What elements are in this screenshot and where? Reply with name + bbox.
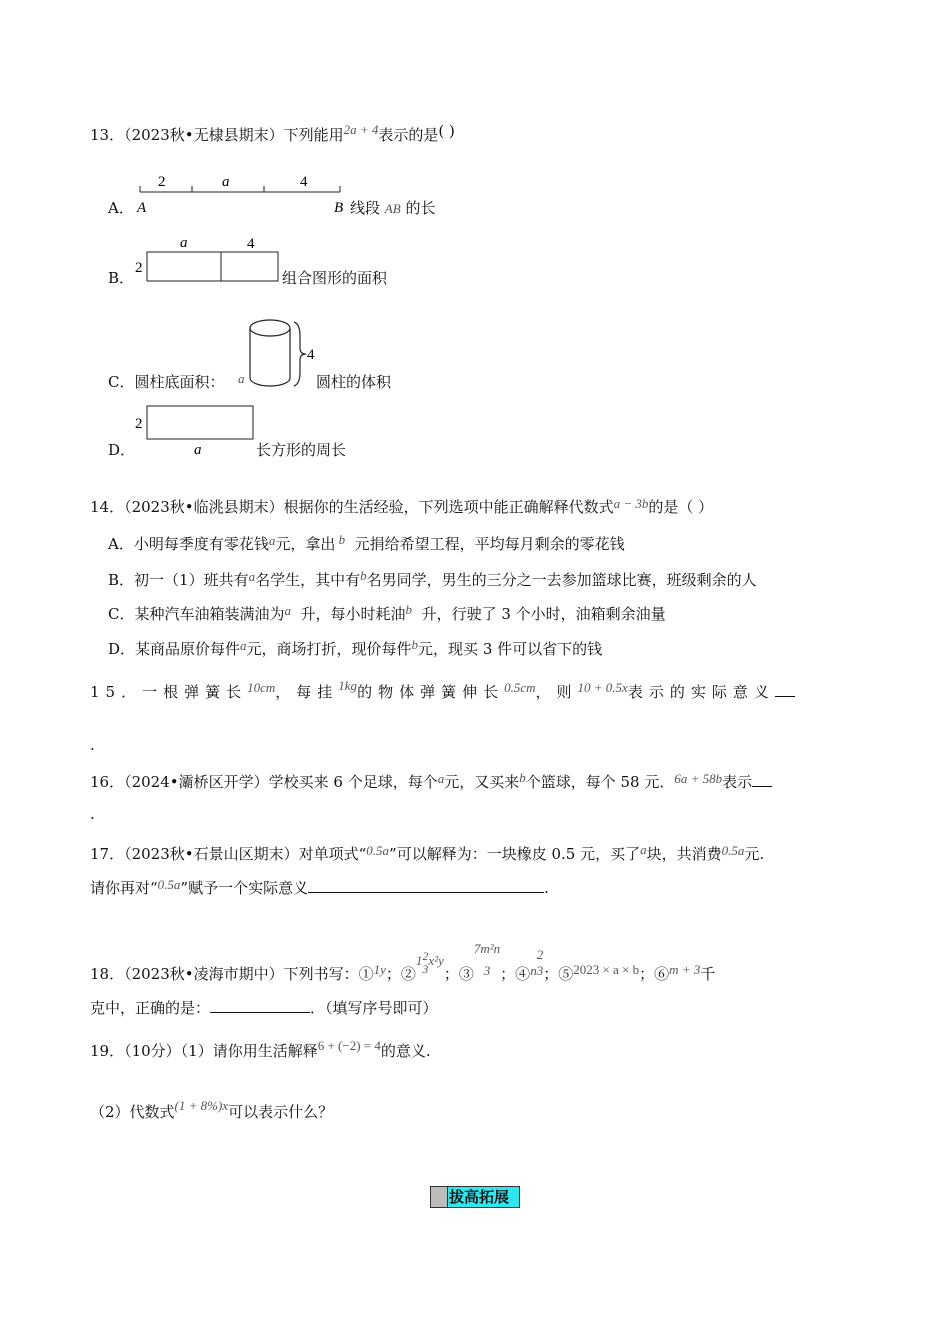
q15-period: . <box>90 736 95 754</box>
q14-option-c: C．某种汽车油箱装满油为a 升，每小时耗油b 升，行驶了 3 个小时，油箱剩余油量 <box>108 602 666 623</box>
segment-ab-figure <box>130 168 350 218</box>
section-badge-extension <box>430 1186 520 1208</box>
seg-label-a: a <box>222 174 230 190</box>
q13-option-d-desc: 长方形的周长 <box>256 441 347 459</box>
q15-answer-blank[interactable] <box>775 696 795 697</box>
q17-line2: 请你再对“0.5a”赋予一个实际意义 . <box>90 877 549 897</box>
q18-line2: 克中，正确的是： ．（填写序号即可） <box>90 999 438 1017</box>
q16-period: . <box>90 805 95 823</box>
q18-stem: 18．（2023秋•凌海市期中）下列书写：①1y；②1 2 3 x²y；③ 7m²n 3 ；④n 2 3 ；⑤2023 × a × b；⑥m + 3千 <box>90 941 716 983</box>
q14-stem: 14．（2023秋•临洮县期末）根据你的生活经验，下列选项中能正确解释代数式a − 3b的是（ ） <box>90 496 714 516</box>
q16-stem: 16．（2024•灞桥区开学）学校买来 6 个足球，每个a元，又买来b个篮球，每个 58 元．6a + 58b表示 <box>90 768 772 792</box>
seg-label-2: 2 <box>158 174 166 190</box>
svg-text:a: a <box>194 442 202 458</box>
badge-grey-block <box>431 1187 448 1207</box>
q13-option-a-label: A． <box>108 199 134 217</box>
q15-stem: 15．一根弹簧长10cm，每挂1kg的物体弹簧伸长0.5cm，则10 + 0.5x表示的实际意义 <box>90 676 795 702</box>
q13-option-b-desc: 组合图形的面积 <box>282 269 388 287</box>
combined-rectangles-figure <box>130 232 290 288</box>
q19-part1: 19．（10分）（1）请你用生活解释6 + (−2) = 4的意义. <box>90 1038 431 1060</box>
q14-option-d: D．某商品原价每件a元，商场打折，现价每件b元，现买 3 件可以省下的钱 <box>108 637 603 658</box>
q13-option-c-desc: 圆柱的体积 <box>316 373 392 391</box>
rectangle-figure <box>130 402 260 462</box>
q17-stem: 17．（2023秋•石景山区期末）对单项式“0.5a”可以解释为：一块橡皮 0.5 元，买了a块，共消费0.5a元. <box>90 842 765 863</box>
q14-option-b: B．初一（1）班共有a名学生，其中有b名男同学，男生的三分之一去参加篮球比赛，班级剩余的人 <box>108 568 757 589</box>
q13-option-a-desc: 线段 AB 的长 <box>350 199 436 217</box>
q19-part2: （2）代数式(1 + 8%)x可以表示什么？ <box>90 1098 334 1121</box>
svg-text:4: 4 <box>307 347 315 363</box>
seg-label-4: 4 <box>300 174 308 190</box>
point-a: A <box>137 200 147 216</box>
q18-answer-blank[interactable] <box>210 1012 310 1013</box>
section-title: 拔高拓展 <box>449 1188 510 1206</box>
point-b: B <box>334 200 344 216</box>
svg-text:4: 4 <box>247 236 255 252</box>
q14-option-a: A．小明每季度有零花钱a元，拿出 b 元捐给希望工程，平均每月剩余的零花钱 <box>108 532 625 553</box>
svg-text:2: 2 <box>135 416 143 432</box>
q13-option-c-label: C．圆柱底面积： <box>108 373 225 391</box>
q13-option-b-label: B． <box>108 269 135 287</box>
q16-answer-blank[interactable] <box>752 786 772 787</box>
svg-text:a: a <box>180 235 188 251</box>
cylinder-figure <box>236 316 320 392</box>
q17-answer-blank[interactable] <box>308 892 544 893</box>
q13-option-d-label: D． <box>108 441 136 459</box>
svg-text:a: a <box>238 371 245 386</box>
q13-stem: 13．（2023秋•无棣县期末）下列能用2a + 4表示的是( ) <box>90 122 455 144</box>
svg-text:2: 2 <box>135 260 143 276</box>
